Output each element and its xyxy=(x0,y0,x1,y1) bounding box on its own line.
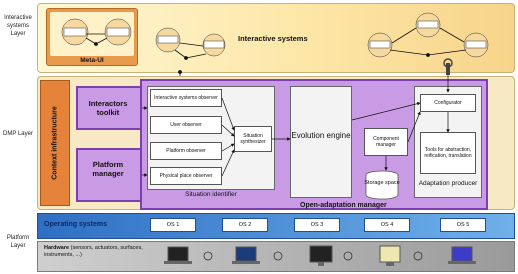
os-box: OS 3 xyxy=(294,218,340,232)
situation-synthesizer: Situation synthesizer xyxy=(234,126,272,152)
component-manager: Component manager xyxy=(364,128,408,156)
interactors-toolkit-label: Interactors toolkit xyxy=(88,99,128,117)
monitor-icon xyxy=(310,246,332,266)
hardware-detail: (sensors, actuators, surfaces, instruments, ...) xyxy=(44,245,143,258)
hardware-text xyxy=(44,245,164,259)
os-box: OS 5 xyxy=(440,218,486,232)
open-adaptation-manager-label: Open-adaptation manager xyxy=(300,202,387,209)
observer-box: User observer xyxy=(150,116,222,134)
context-infrastructure-label: Context infrastructure xyxy=(51,106,59,180)
observer-box: Physical place observer xyxy=(150,167,222,185)
interactive-systems-label: Interactive systems xyxy=(238,34,308,43)
os-box: OS 2 xyxy=(222,218,268,232)
link-icon xyxy=(344,252,352,260)
operating-systems-label: Operating systems xyxy=(44,221,108,228)
adaptation-producer-label: Adaptation producer xyxy=(418,180,478,187)
link-icon xyxy=(274,252,282,260)
evolution-engine-label: Evolution engine xyxy=(291,131,351,140)
hardware-devices xyxy=(160,244,510,270)
os-box: OS 4 xyxy=(364,218,410,232)
laptop-icon xyxy=(232,247,260,264)
layer-label-platform: Platform Layer xyxy=(6,235,30,249)
monitor-icon xyxy=(380,246,400,266)
platform-manager-label: Platform manager xyxy=(92,160,124,178)
tools-box: Tools for abstraction, reification, translation xyxy=(420,132,476,174)
wrench-icon xyxy=(444,59,452,75)
observer-box: Platform observer xyxy=(150,142,222,160)
meta-ui-label: Meta-UI xyxy=(80,57,104,64)
laptop-icon xyxy=(164,247,192,264)
observer-box: Interactive systems observer xyxy=(150,89,222,107)
storage-space-label: Storage space xyxy=(364,180,400,186)
link-icon xyxy=(414,252,422,260)
configurator: Configurator xyxy=(420,94,476,112)
laptop-icon xyxy=(448,247,476,264)
situation-identifier-label: Situation identifier xyxy=(185,191,237,198)
layer-label-interactive: Interactive systems Layer xyxy=(4,15,32,37)
link-icon xyxy=(204,252,212,260)
os-box: OS 1 xyxy=(150,218,196,232)
layer-label-dmp: DMP Layer xyxy=(3,131,33,137)
hardware-title: Hardware xyxy=(44,245,70,251)
